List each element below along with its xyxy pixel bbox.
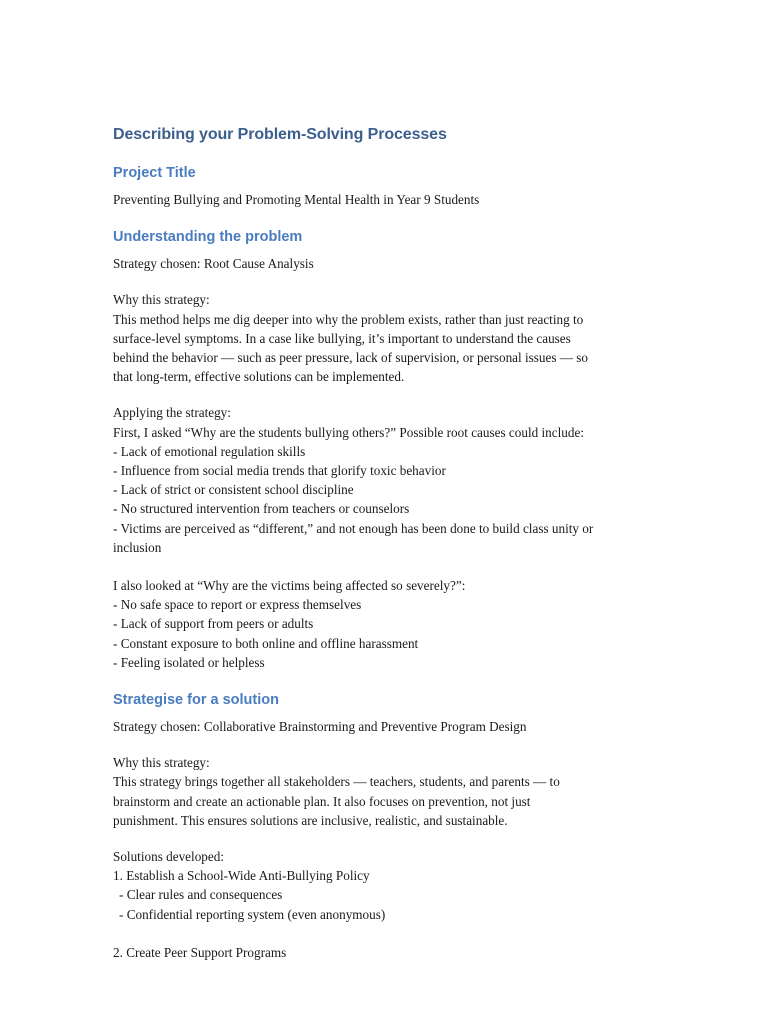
victims-line: - Constant exposure to both online and offline harassment xyxy=(113,635,419,651)
applying-line: - Influence from social media trends that glorify toxic behavior xyxy=(113,463,446,479)
why-line: This method helps me dig deeper into why the problem exists, rather than just reacting to xyxy=(113,311,584,327)
document-title: Describing your Problem-Solving Processes xyxy=(113,126,447,143)
applying-line: - Lack of emotional regulation skills xyxy=(113,443,306,459)
victims-line: - Lack of support from peers or adults xyxy=(113,616,314,632)
why-label: Why this strategy: xyxy=(113,292,210,308)
understanding-why-paragraph xyxy=(113,290,658,386)
solution-item: 2. Create Peer Support Programs xyxy=(113,944,287,960)
understanding-heading: Understanding the problem xyxy=(113,229,303,246)
understanding-strategy: Strategy chosen: Root Cause Analysis xyxy=(113,256,314,272)
applying-line: inclusion xyxy=(113,539,162,555)
solution-subitem: - Confidential reporting system (even anonymous) xyxy=(119,906,386,922)
document-page xyxy=(113,122,658,962)
blank-line xyxy=(113,924,658,943)
solution-subitem: - Clear rules and consequences xyxy=(119,887,283,903)
why-line: punishment. This ensures solutions are inclusive, realistic, and sustainable. xyxy=(113,812,508,828)
solutions-paragraph xyxy=(113,847,658,924)
victims-line: - Feeling isolated or helpless xyxy=(113,654,265,670)
why-line: behind the behavior — such as peer pressure, lack of supervision, or personal issues — so xyxy=(113,350,589,366)
strategise-heading: Strategise for a solution xyxy=(113,692,279,709)
applying-paragraph xyxy=(113,403,658,557)
applying-label: Applying the strategy: xyxy=(113,405,231,421)
project-title-heading: Project Title xyxy=(113,165,196,181)
victims-line: - No safe space to report or express themselves xyxy=(113,597,362,613)
why-line: This strategy brings together all stakeholders — teachers, students, and parents — to xyxy=(113,774,560,790)
solutions-label: Solutions developed: xyxy=(113,849,224,865)
why-label: Why this strategy: xyxy=(113,755,210,771)
applying-line: - Lack of strict or consistent school discipline xyxy=(113,482,354,498)
victims-paragraph xyxy=(113,576,658,672)
applying-line: First, I asked “Why are the students bullying others?” Possible root causes could include: xyxy=(113,424,584,440)
strategise-strategy: Strategy chosen: Collaborative Brainstorming and Preventive Program Design xyxy=(113,719,527,735)
applying-line: - Victims are perceived as “different,” and not enough has been done to build class unity or xyxy=(113,520,594,536)
why-line: that long-term, effective solutions can be implemented. xyxy=(113,369,405,385)
strategise-why-paragraph xyxy=(113,753,658,830)
why-line: brainstorm and create an actionable plan. It also focuses on prevention, not just xyxy=(113,793,531,809)
project-title-text: Preventing Bullying and Promoting Mental Health in Year 9 Students xyxy=(113,192,480,207)
blank-line xyxy=(113,557,658,576)
victims-line: I also looked at “Why are the victims being affected so severely?”: xyxy=(113,578,466,594)
why-line: surface-level symptoms. In a case like bullying, it’s important to understand the causes xyxy=(113,330,571,346)
applying-line: - No structured intervention from teachers or counselors xyxy=(113,501,410,517)
solution-item: 1. Establish a School-Wide Anti-Bullying Policy xyxy=(113,868,370,884)
